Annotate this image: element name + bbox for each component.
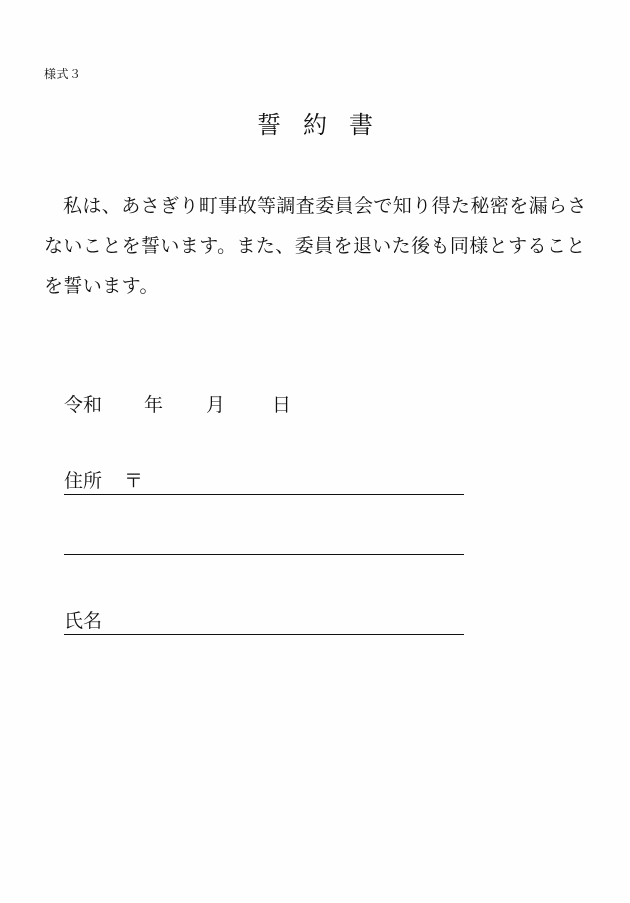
pledge-body-text: 私は、あさぎり町事故等調査委員会で知り得た秘密を漏らさないことを誓います。また、委員を退いた後も同様とすることを誓います。 bbox=[44, 195, 587, 297]
date-month-label: 月 bbox=[206, 394, 226, 416]
name-line[interactable] bbox=[64, 608, 464, 635]
date-day-label: 日 bbox=[272, 394, 292, 416]
date-year-label: 年 bbox=[144, 394, 164, 416]
document-title: 誓約書 bbox=[257, 111, 395, 139]
name-label: 氏名 bbox=[64, 610, 103, 632]
form-number: 様式３ bbox=[44, 67, 82, 81]
address-line-2[interactable] bbox=[64, 528, 464, 555]
postal-mark-icon: 〒 bbox=[124, 470, 144, 492]
address-label: 住所 bbox=[64, 470, 103, 492]
date-era-label: 令和 bbox=[64, 394, 103, 416]
address-line-1[interactable] bbox=[64, 468, 464, 495]
date-row bbox=[64, 392, 291, 418]
